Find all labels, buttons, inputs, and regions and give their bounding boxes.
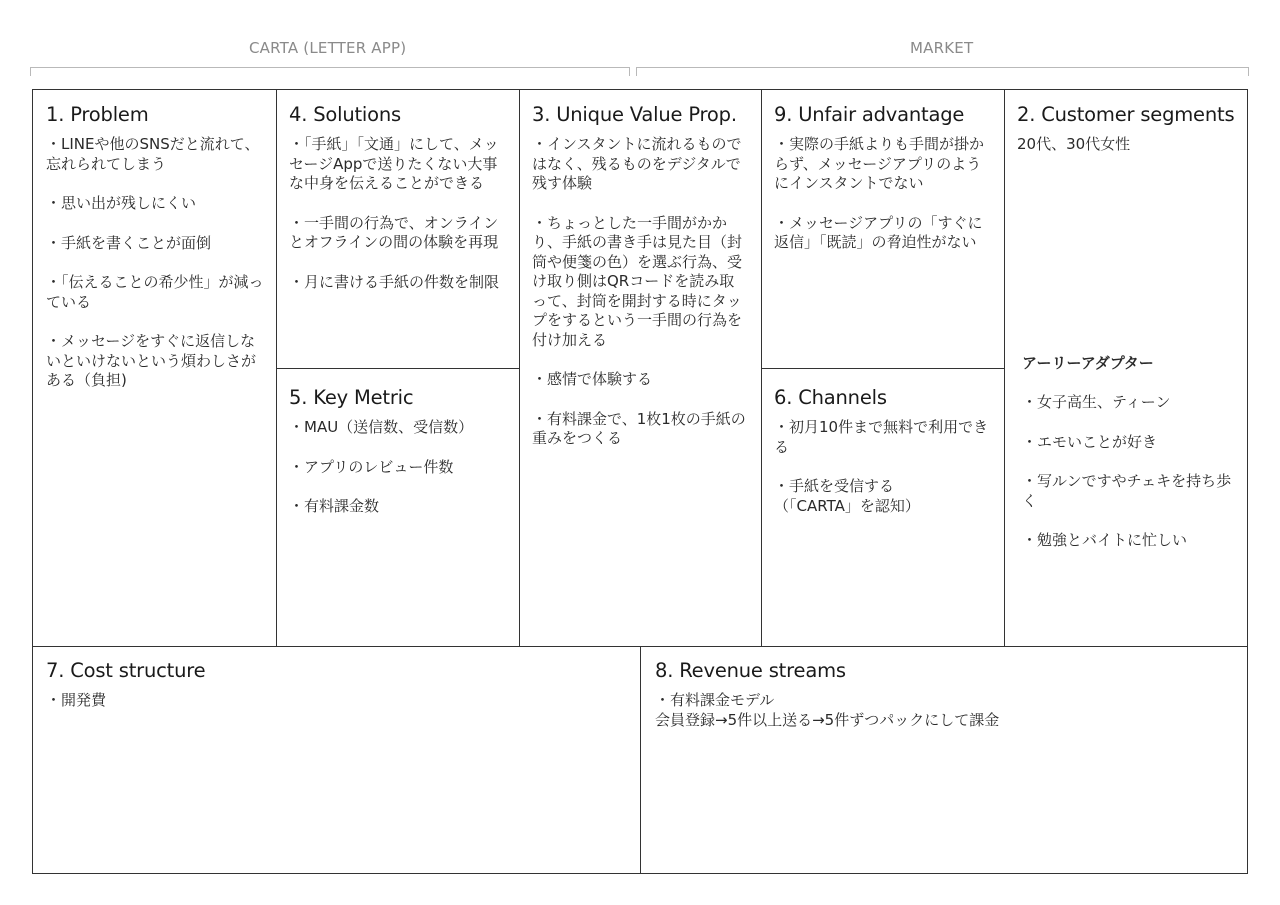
problem-title: 1. Problem [46,103,149,126]
list-item: ・開発費 [46,691,107,709]
list-item: ・有料課金数 [289,497,380,515]
uvp-list [532,135,749,449]
list-item: ・ちょっとした一手間がかかり、手紙の書き手は見た目（封筒や便箋の色）を選ぶ行為、受け取り側はQRコードを読み取って、封筒を開封する時にタップをするという一手間の行為を付け加える [532,213,743,349]
customer-segments-cell [1004,90,1247,646]
list-item: ・手紙を書くことが面倒 [46,233,212,252]
problem-cell [33,90,276,646]
early-adopter-title: アーリーアダプター [1022,353,1154,372]
solutions-cell [276,90,519,368]
customer-segments-title: 2. Customer segments [1017,103,1235,126]
list-item: ・実際の手紙よりも手間が掛からず、メッセージアプリのようにインスタントでない [774,135,985,192]
list-item: ・LINEや他のSNSだと流れて、忘れられてしまう [46,135,260,173]
key-metric-list [289,418,507,517]
list-item: ・アプリのレビュー件数 [289,457,454,476]
list-item: 20代、30代女性 [1017,135,1131,153]
channels-list [774,418,992,516]
product-section-label: CARTA (LETTER APP) [249,39,407,57]
list-item: ・女子高生、ティーン [1022,393,1171,411]
uvp-cell [519,90,761,646]
list-item: ・手紙を受信する （「CARTA」を認知） [774,477,920,515]
key-metric-title: 5. Key Metric [289,386,414,409]
list-item: ・MAU（送信数、受信数） [289,418,474,436]
list-item: ・勉強とバイトに忙しい [1022,531,1188,549]
cost-structure-title: 7. Cost structure [46,659,206,682]
key-metric-cell [276,368,519,646]
list-item: ・「手紙」「文通」にして、メッセージAppで送りたくない大事な中身を伝えることができる [289,135,499,192]
uvp-title: 3. Unique Value Prop. [532,103,737,126]
list-item: ・一手間の行為で、オンラインとオフラインの間の体験を再現 [289,213,499,251]
unfair-advantage-title: 9. Unfair advantage [774,103,965,126]
list-item: ・エモいことが好き [1022,432,1158,451]
list-item: ・感情で体験する [532,370,653,388]
early-adopter-list [1017,393,1235,551]
list-item: ・メッセージをすぐに返信しないといけないという煩わしさがある（負担) [46,332,257,389]
solutions-list [289,135,507,292]
list-item: ・有料課金モデル 会員登録→5件以上送る→5件ずつパックにして課金 [655,691,1000,729]
list-item: ・インスタントに流れるものではなく、残るものをデジタルで残す体験 [532,135,742,192]
product-bracket [30,67,630,76]
list-item: ・月に書ける手紙の件数を制限 [289,272,500,291]
unfair-advantage-list [774,135,992,253]
list-item: ・初月10件まで無料で利用できる [774,418,989,456]
market-bracket [636,67,1249,76]
problem-list [46,135,264,391]
solutions-title: 4. Solutions [289,103,402,126]
channels-title: 6. Channels [774,386,887,409]
revenue-streams-cell [640,646,1247,874]
revenue-streams-list [655,691,1235,730]
market-section-label: MARKET [910,39,974,57]
unfair-advantage-cell [761,90,1004,368]
list-item: ・有料課金で、1枚1枚の手紙の重みをつくる [532,409,746,447]
revenue-streams-title: 8. Revenue streams [655,659,846,682]
list-item: ・メッセージアプリの「すぐに返信」「既読」の脅迫性がない [774,213,983,251]
cost-structure-list [46,691,628,711]
list-item: ・思い出が残しにくい [46,194,197,212]
lean-canvas [32,89,1248,874]
list-item: ・「伝えることの希少性」が減っている [46,273,264,311]
cost-structure-cell [33,646,640,874]
list-item: ・写ルンですやチェキを持ち歩く [1022,472,1232,510]
channels-cell [761,368,1004,646]
customer-segments-list [1017,135,1235,155]
